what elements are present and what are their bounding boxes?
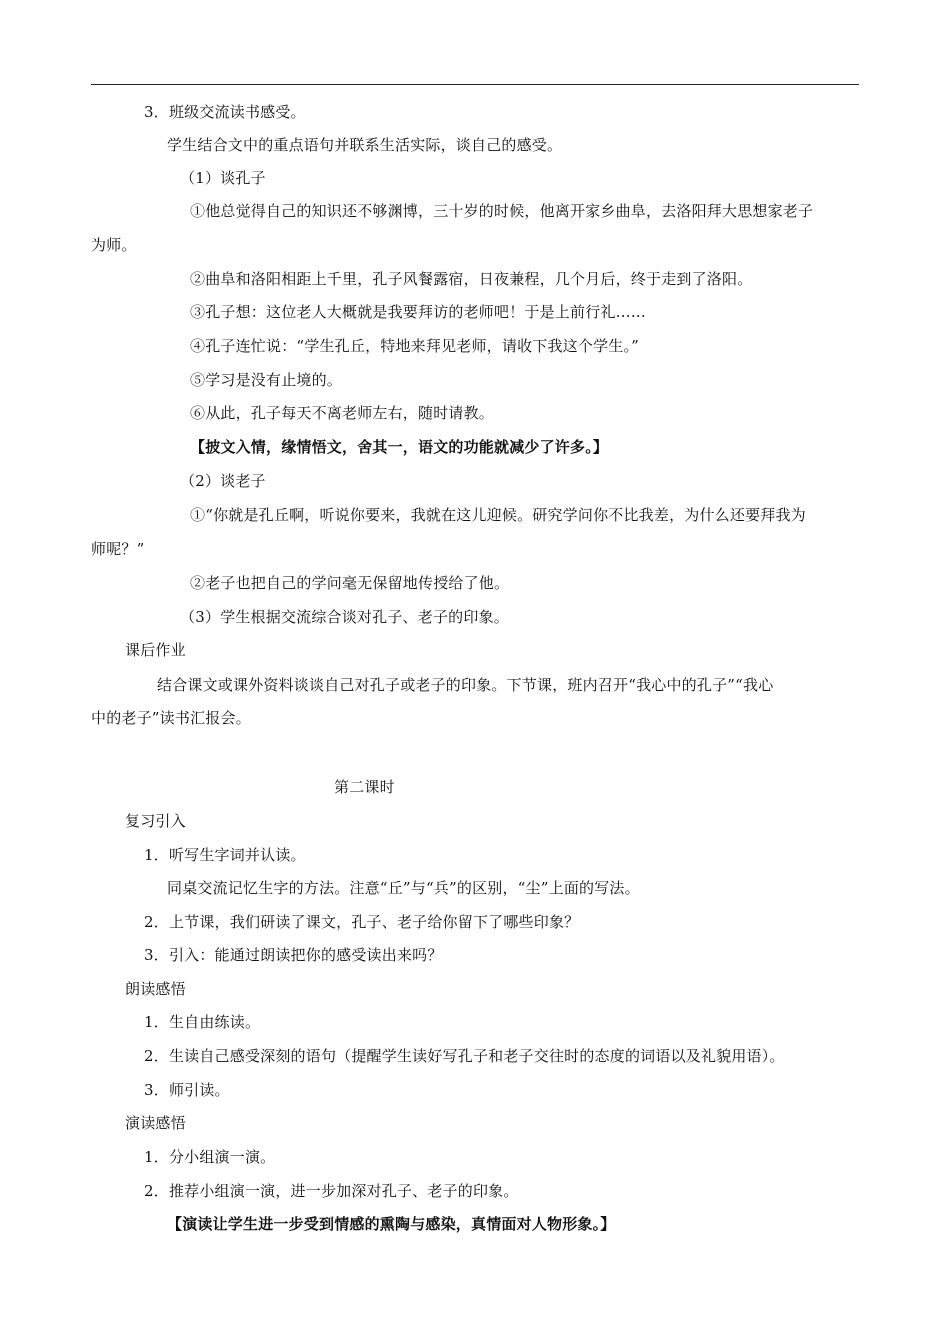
text-line: 同桌交流记忆生字的方法。注意“丘”与“兵”的区别，“尘”上面的写法。 [167, 879, 640, 897]
text-line: ④孔子连忙说：“学生孔丘，特地来拜见老师，请收下我这个学生。” [190, 337, 640, 355]
text-line: 2．上节课，我们研读了课文，孔子、老子给你留下了哪些印象？ [144, 913, 580, 931]
text-line: ②老子也把自己的学问毫无保留地传授给了他。 [190, 574, 510, 592]
text-line: ①他总觉得自己的知识还不够渊博，三十岁的时候，他离开家乡曲阜，去洛阳拜大思想家老子 [190, 202, 814, 220]
section-heading: 朗读感悟 [125, 980, 186, 998]
text-line: （1）谈孔子 [180, 169, 266, 187]
text-line: 1．分小组演一演。 [144, 1148, 276, 1166]
text-line: 1．听写生字词并认读。 [144, 846, 306, 864]
lesson-title: 第二课时 [334, 778, 395, 796]
text-line: 2．生读自己感受深刻的语句（提醒学生读好写孔子和老子交往时的态度的词语以及礼貌用语）。 [144, 1047, 785, 1065]
text-line: ⑤学习是没有止境的。 [190, 371, 343, 389]
text-line: 为师。 [91, 236, 137, 254]
text-line: 师呢？” [91, 540, 145, 558]
text-line: 中的老子”读书汇报会。 [91, 709, 251, 727]
text-line: 3．引入：能通过朗读把你的感受读出来吗？ [144, 946, 443, 964]
text-line: 3．班级交流读书感受。 [144, 103, 306, 121]
text-line: 1．生自由练读。 [144, 1013, 261, 1031]
annotation-note: 【披文入情，缘情悟文，舍其一，语文的功能就减少了许多。】 [190, 438, 609, 456]
text-line: ②曲阜和洛阳相距上千里，孔子风餐露宿，日夜兼程，几个月后，终于走到了洛阳。 [190, 270, 753, 288]
text-line: ⑥从此，孔子每天不离老师左右，随时请教。 [190, 404, 495, 422]
text-line: 结合课文或课外资料谈谈自己对孔子或老子的印象。下节课，班内召开“我心中的孔子”“我心 [157, 676, 774, 694]
text-line: ③孔子想：这位老人大概就是我要拜访的老师吧！于是上前行礼…… [190, 303, 647, 321]
text-line: 3．师引读。 [144, 1081, 230, 1099]
header-rule [91, 84, 859, 85]
annotation-note: 【演读让学生进一步受到情感的熏陶与感染，真情面对人物形象。】 [167, 1215, 616, 1233]
section-heading: 演读感悟 [125, 1114, 186, 1132]
text-line: （3）学生根据交流综合谈对孔子、老子的印象。 [180, 608, 509, 626]
section-heading: 复习引入 [125, 812, 186, 830]
text-line: ①“你就是孔丘啊，听说你要来，我就在这儿迎候。研究学问你不比我差，为什么还要拜我为 [190, 506, 806, 524]
text-line: 学生结合文中的重点语句并联系生活实际，谈自己的感受。 [167, 136, 563, 154]
text-line: （2）谈老子 [180, 472, 266, 490]
text-line: 2．推荐小组演一演，进一步加深对孔子、老子的印象。 [144, 1182, 519, 1200]
section-heading: 课后作业 [125, 641, 186, 659]
